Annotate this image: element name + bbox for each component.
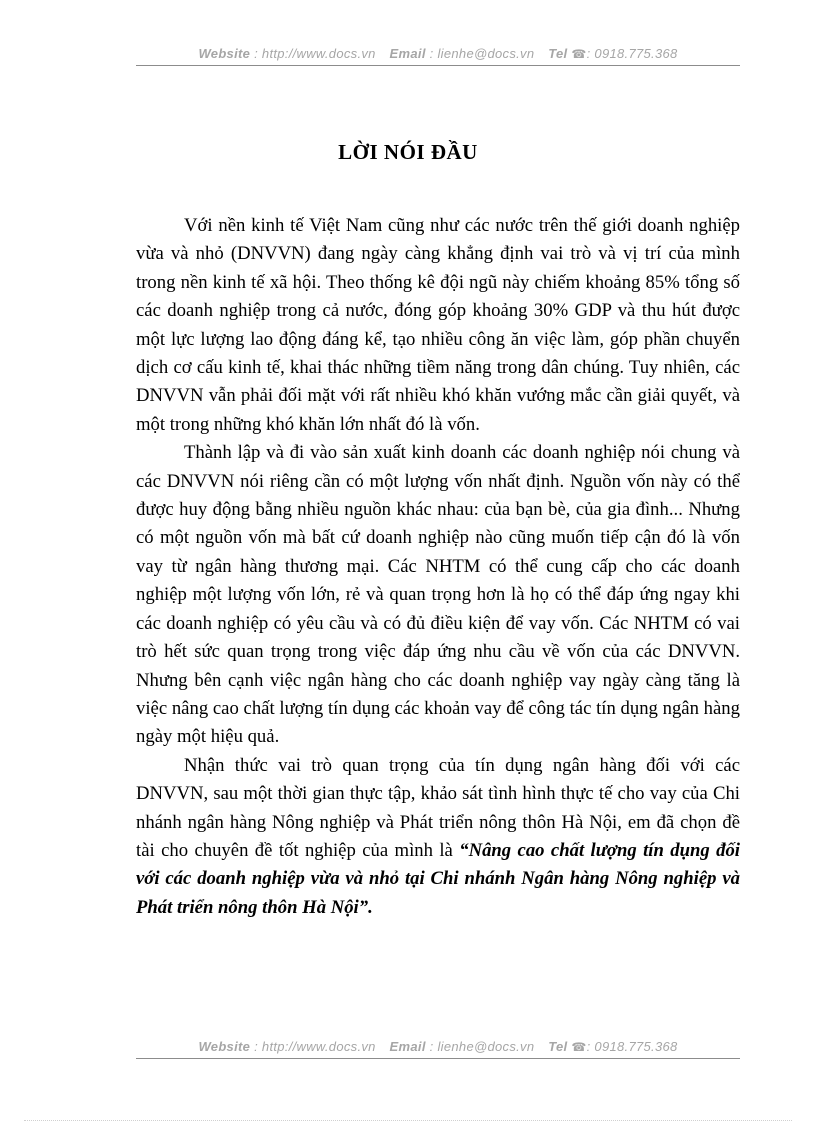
tel-label: Tel [548,46,568,61]
website-label: Website [198,46,251,61]
paragraph-2: Thành lập và đi vào sản xuất kinh doanh các doanh nghiệp nói chung và các DNVVN nói riêng cần có một lượng vốn nhất định. Nguồn vốn này có thể được huy động bằng nhiều nguồn khác nhau: của bạn bè, của gia đình... Nhưng có một nguồn vốn mà bất cứ doanh nghiệp nào cũng muốn tiếp cận đó là vốn vay từ ngân hàng thương mại. Các NHTM có thể cung cấp cho các doanh nghiệp một lượng vốn lớn, rẻ và quan trọng hơn là họ có thể đáp ứng ngay khi các doanh nghiệp có yêu cầu và có đủ điều kiện để vay vốn. Các NHTM có vai trò hết sức quan trọng trong việc đáp ứng nhu cầu về vốn của các DNVVN. Nhưng bên cạnh việc ngân hàng cho các doanh nghiệp vay ngày càng tăng là việc nâng cao chất lượng tín dụng các khoản vay để công tác tín dụng ngân hàng ngày một hiệu quả. [136,442,740,748]
document-body [136,212,740,922]
thesis-title: “Nâng cao chất lượng tín dụng đối với các doanh nghiệp vừa và nhỏ tại Chi nhánh Ngân hàng Nông nghiệp và Phát triển nông thôn Hà Nội”. [136,839,740,918]
paragraph-3-text: Nhận thức vai trò quan trọng của tín dụng ngân hàng đối với các DNVVN, sau một thời gian thực tập, khảo sát tình hình thực tế cho vay của Chi nhánh ngân hàng Nông nghiệp và Phát triển nông thôn Hà Nội, em đã chọn đề tài cho chuyên đề tốt nghiệp của mình là [136,754,740,861]
footer-website-value: : http://www.docs.vn [254,1039,376,1054]
page-edge-divider [24,1120,792,1121]
footer-tel-label: Tel [548,1039,568,1054]
phone-icon: ☎ [571,47,587,61]
footer-email-label: Email [389,1039,426,1054]
website-value: : http://www.docs.vn [254,46,376,61]
page-footer [136,1039,740,1059]
page-header [136,46,740,66]
page-title: LỜI NÓI ĐẦU [338,140,478,164]
tel-value: : 0918.775.368 [586,46,678,61]
footer-email-value: : lienhe@docs.vn [429,1039,535,1054]
email-value: : lienhe@docs.vn [429,46,535,61]
paragraph-3 [136,752,740,922]
footer-tel-value: : 0918.775.368 [586,1039,678,1054]
paragraph-1: Với nền kinh tế Việt Nam cũng như các nước trên thế giới doanh nghiệp vừa và nhỏ (DNVVN) đang ngày càng khẳng định vai trò và vị trí của mình trong nền kinh tế xã hội. Theo thống kê đội ngũ này chiếm khoảng 85% tổng số các doanh nghiệp trong cả nước, đóng góp khoảng 30% GDP và thu hút được một lực lượng lao động đáng kể, tạo nhiều công ăn việc làm, góp phần chuyển dịch cơ cấu kinh tế, khai thác những tiềm năng trong dân chúng. Tuy nhiên, các DNVVN vẫn phải đối mặt với rất nhiều khó khăn vướng mắc cần giải quyết, và một trong những khó khăn lớn nhất đó là vốn. [136,215,740,435]
email-label: Email [389,46,426,61]
footer-phone-icon: ☎ [571,1040,587,1054]
footer-website-label: Website [198,1039,251,1054]
